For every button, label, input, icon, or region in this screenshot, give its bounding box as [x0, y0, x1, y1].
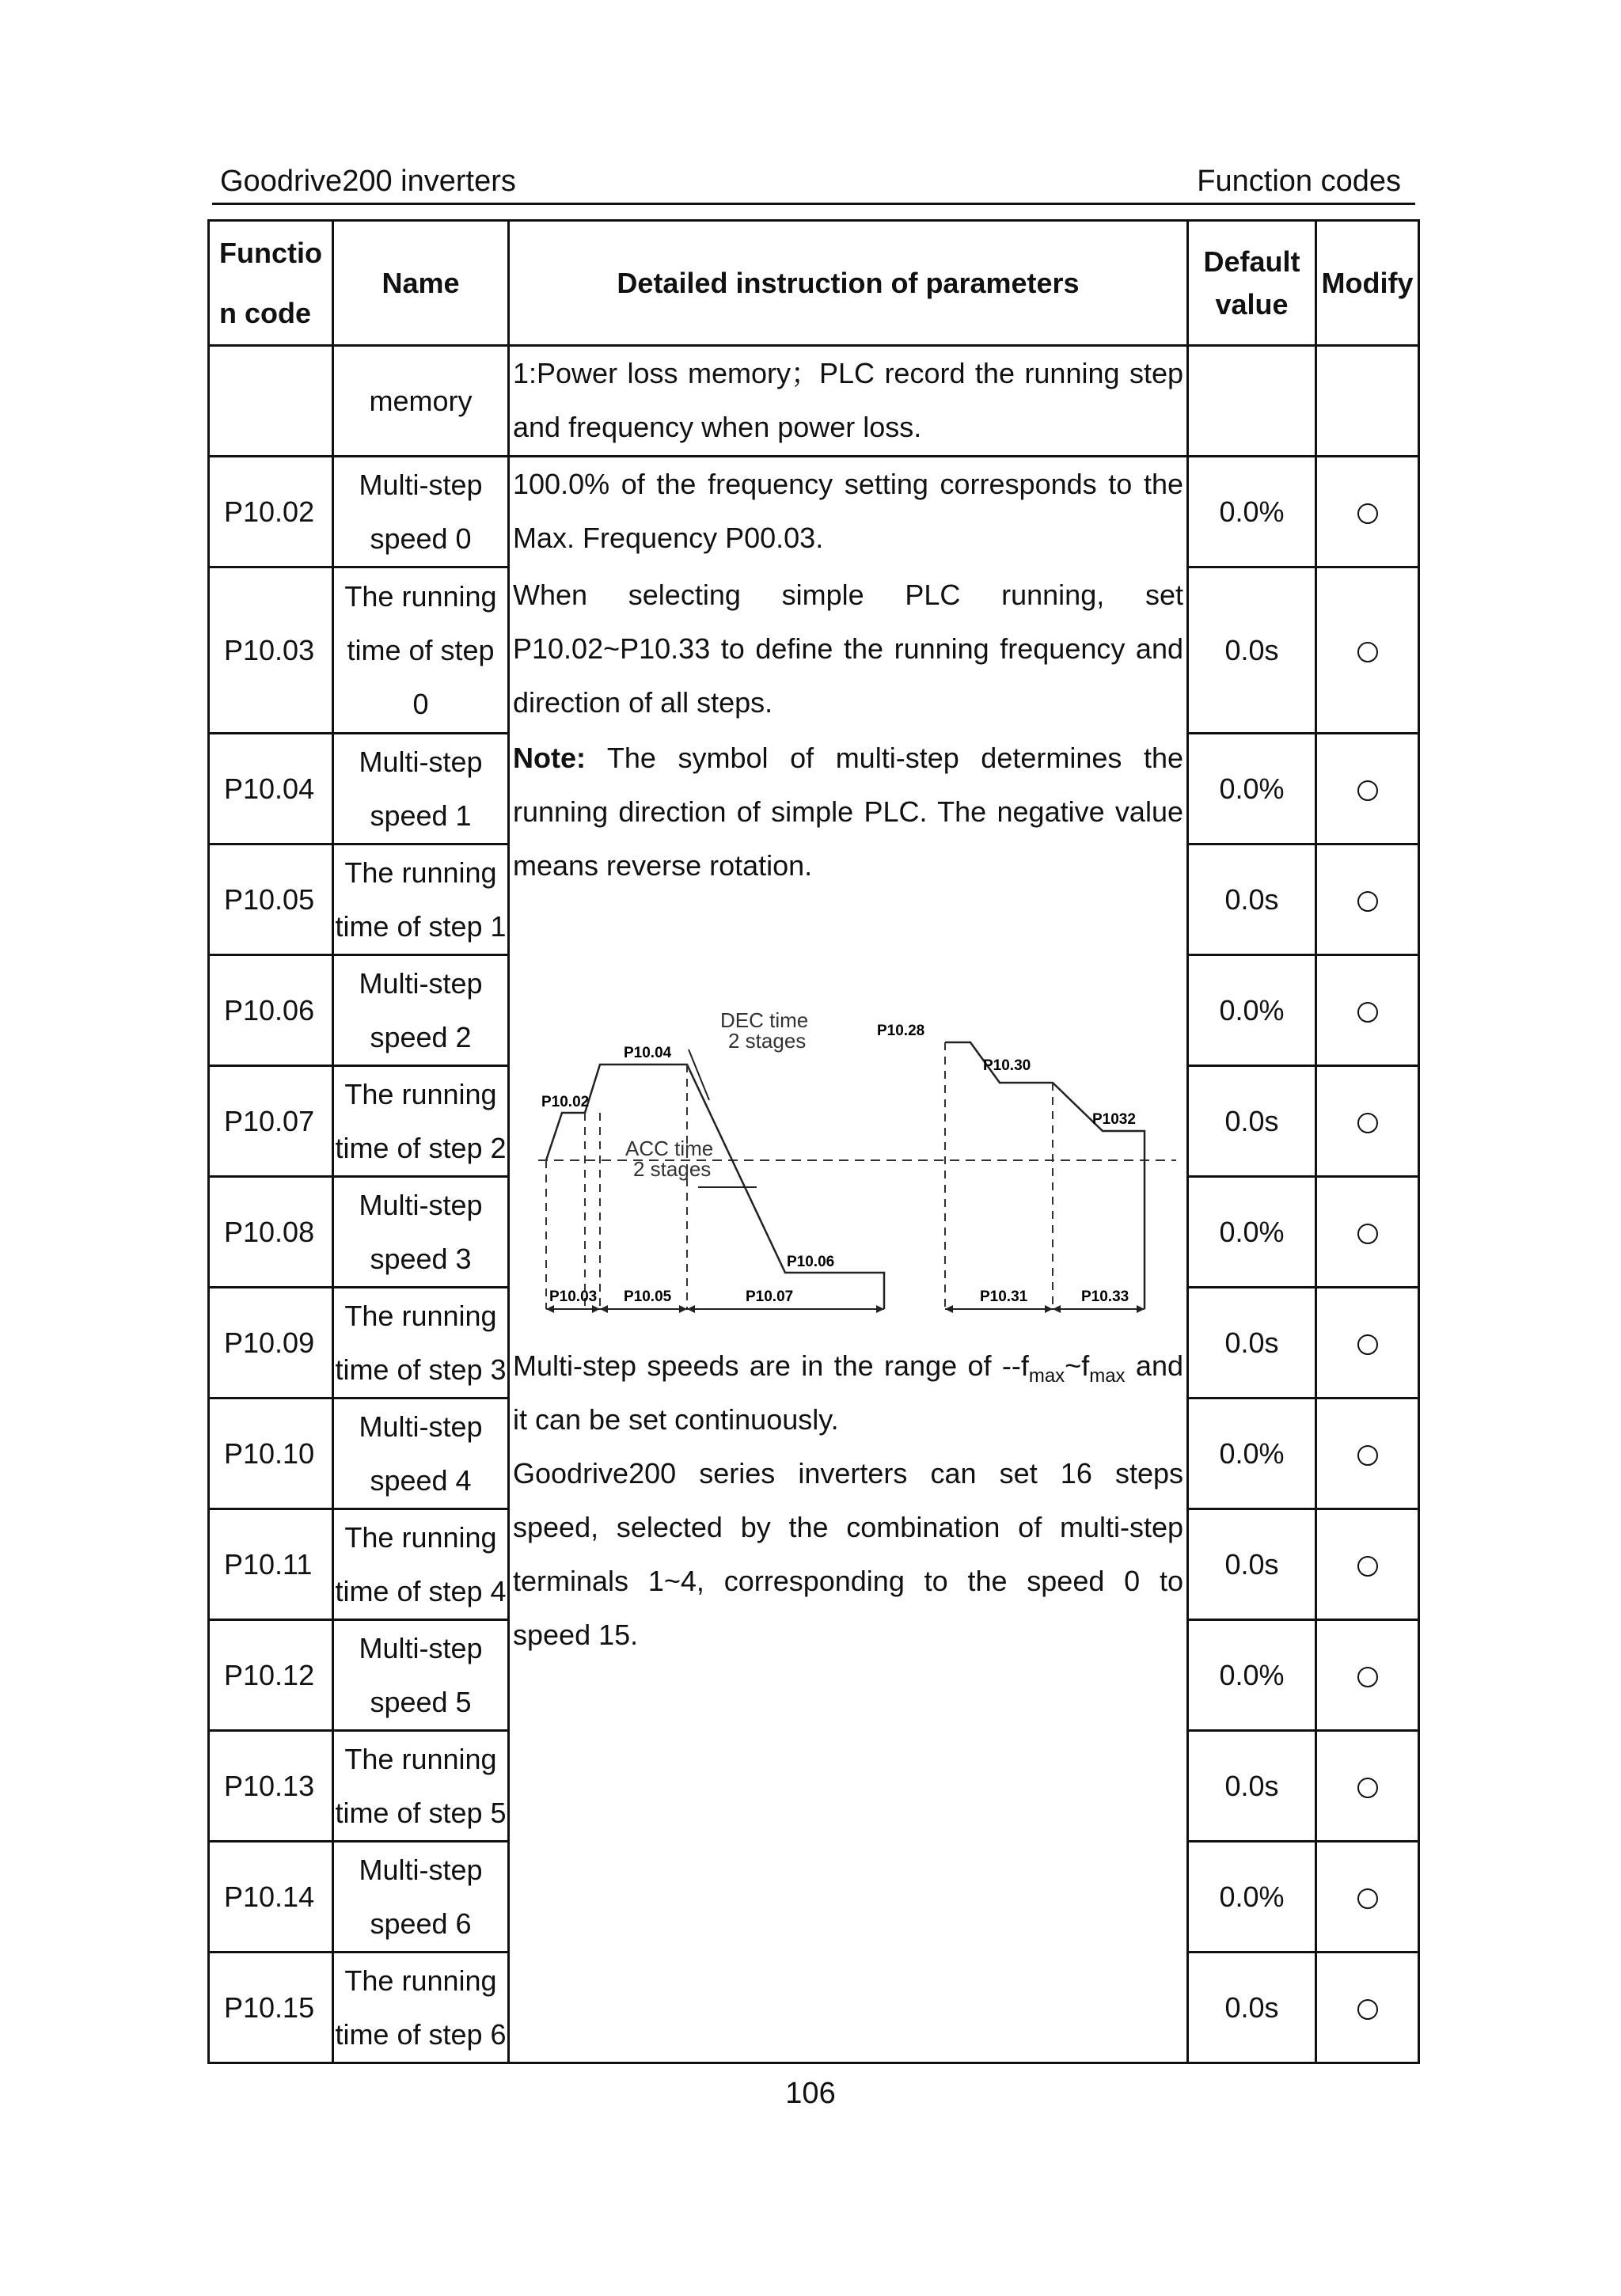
note-label: Note:	[513, 742, 586, 774]
function-code: P10.06	[209, 955, 333, 1066]
modify-circle-icon	[1357, 1113, 1378, 1133]
modify-circle-icon	[1357, 1445, 1378, 1466]
modify-mark	[1316, 1509, 1419, 1620]
parameter-name: Multi-step speed 5	[333, 1620, 509, 1731]
default-value	[1188, 346, 1316, 457]
parameter-name: Multi-step speed 6	[333, 1842, 509, 1953]
desc-line: 1:Power loss memory；PLC record the running step	[513, 357, 1183, 389]
col-header-function-code: Functio n code	[209, 221, 333, 346]
header-rule	[212, 203, 1415, 205]
function-code: P10.04	[209, 734, 333, 844]
modify-circle-icon	[1357, 1334, 1378, 1355]
function-code: P10.14	[209, 1842, 333, 1953]
default-value: 0.0s	[1188, 1953, 1316, 2063]
modify-mark	[1316, 1288, 1419, 1398]
label-p1032: P1032	[1092, 1111, 1136, 1128]
modify-mark	[1316, 1953, 1419, 2063]
dec-stages-label: 2 stages	[728, 1029, 807, 1053]
parameter-name: The running time of step 6	[333, 1953, 509, 2063]
function-code: P10.12	[209, 1620, 333, 1731]
function-code: P10.15	[209, 1953, 333, 2063]
label-p1031: P10.31	[980, 1288, 1028, 1305]
description-block-main	[510, 457, 1186, 2062]
desc-line: Goodrive200 series inverters can set 16 steps	[513, 1457, 1183, 1490]
page-number: 106	[785, 2077, 836, 2110]
modify-circle-icon	[1357, 1778, 1378, 1798]
function-code: P10.07	[209, 1066, 333, 1177]
default-value: 0.0s	[1188, 1288, 1316, 1398]
default-value: 0.0%	[1188, 1398, 1316, 1509]
parameter-name: Multi-step speed 0	[333, 457, 509, 567]
description-block-top	[510, 347, 1186, 455]
function-code	[209, 346, 333, 457]
description-cell-main	[509, 457, 1188, 2063]
default-value: 0.0s	[1188, 1066, 1316, 1177]
table-row	[209, 346, 1419, 457]
modify-mark	[1316, 844, 1419, 955]
desc-line: P10.02~P10.33 to define the running frequency and	[513, 632, 1183, 665]
parameter-name: The running time of step 3	[333, 1288, 509, 1398]
modify-circle-icon	[1357, 503, 1378, 524]
function-code: P10.08	[209, 1177, 333, 1288]
parameter-name: Multi-step speed 1	[333, 734, 509, 844]
header-section-title: Function codes	[1197, 165, 1401, 198]
desc-line: Multi-step speeds are in the range of $--f_{max}\sim f_{max}$ and	[513, 1349, 1183, 1387]
modify-mark	[1316, 1398, 1419, 1509]
label-p1004: P10.04	[624, 1045, 672, 1061]
desc-line: 100.0% of the frequency setting corresponds to the	[513, 468, 1183, 500]
parameter-name: The running time of step 1	[333, 844, 509, 955]
desc-line: it can be set continuously.	[513, 1403, 839, 1436]
desc-line: running direction of simple PLC. The negative value	[513, 795, 1183, 828]
modify-mark	[1316, 567, 1419, 734]
default-value: 0.0%	[1188, 457, 1316, 567]
modify-mark	[1316, 1731, 1419, 1842]
parameter-name: Multi-step speed 3	[333, 1177, 509, 1288]
desc-line: When selecting simple PLC running, set	[513, 579, 1183, 611]
default-value: 0.0s	[1188, 567, 1316, 734]
col-header-default-value: Default value	[1188, 221, 1316, 346]
desc-line: terminals 1~4, corresponding to the speed 0 to	[513, 1565, 1183, 1597]
parameter-name: The running time of step 4	[333, 1509, 509, 1620]
parameter-name: Multi-step speed 4	[333, 1398, 509, 1509]
modify-mark	[1316, 1066, 1419, 1177]
label-p1033: P10.33	[1081, 1288, 1129, 1305]
frequency-profile-right	[945, 1042, 1145, 1309]
default-value: 0.0%	[1188, 955, 1316, 1066]
dec-time-label: DEC time	[720, 1011, 809, 1032]
desc-line: speed 15.	[513, 1619, 639, 1651]
modify-mark	[1316, 1842, 1419, 1953]
label-p1005: P10.05	[624, 1288, 672, 1305]
modify-mark	[1316, 346, 1419, 457]
desc-line: speed, selected by the combination of multi-step	[513, 1511, 1183, 1543]
modify-mark	[1316, 734, 1419, 844]
table-row	[209, 457, 1419, 567]
parameter-name: The running time of step 5	[333, 1731, 509, 1842]
modify-circle-icon	[1357, 1999, 1378, 2020]
function-code: P10.10	[209, 1398, 333, 1509]
default-value: 0.0%	[1188, 1842, 1316, 1953]
col-header-modify: Modify	[1316, 221, 1419, 346]
desc-line: direction of all steps.	[513, 686, 773, 719]
header-doc-title: Goodrive200 inverters	[220, 165, 516, 198]
default-value: 0.0%	[1188, 734, 1316, 844]
col-header-name: Name	[333, 221, 509, 346]
label-p1003: P10.03	[549, 1288, 598, 1305]
modify-circle-icon	[1357, 1224, 1378, 1244]
label-p1002: P10.02	[541, 1094, 590, 1110]
modify-mark	[1316, 457, 1419, 567]
function-code: P10.03	[209, 567, 333, 734]
table-header-row	[209, 221, 1419, 346]
desc-line: and frequency when power loss.	[513, 411, 922, 443]
function-code: P10.13	[209, 1731, 333, 1842]
function-code: P10.09	[209, 1288, 333, 1398]
acc-stages-label: 2 stages	[633, 1157, 712, 1181]
function-code: P10.11	[209, 1509, 333, 1620]
label-p1006: P10.06	[787, 1254, 835, 1270]
desc-line: means reverse rotation.	[513, 849, 813, 882]
modify-circle-icon	[1357, 1667, 1378, 1687]
parameter-name: The running time of step 2	[333, 1066, 509, 1177]
modify-circle-icon	[1357, 1002, 1378, 1023]
default-value: 0.0%	[1188, 1177, 1316, 1288]
description-cell-top	[509, 346, 1188, 457]
col-header-description: Detailed instruction of parameters	[509, 221, 1188, 346]
modify-circle-icon	[1357, 1556, 1378, 1577]
function-code: P10.02	[209, 457, 333, 567]
default-value: 0.0s	[1188, 1509, 1316, 1620]
default-value: 0.0s	[1188, 844, 1316, 955]
default-value: 0.0%	[1188, 1620, 1316, 1731]
modify-mark	[1316, 1620, 1419, 1731]
desc-note-line: Note: The symbol of multi-step determines the	[513, 742, 1183, 774]
default-value: 0.0s	[1188, 1731, 1316, 1842]
parameter-table	[207, 219, 1420, 2064]
modify-circle-icon	[1357, 642, 1378, 662]
modify-circle-icon	[1357, 891, 1378, 912]
label-p1030: P10.30	[983, 1057, 1031, 1074]
plc-timing-diagram	[522, 1011, 1187, 1328]
modify-circle-icon	[1357, 780, 1378, 801]
parameter-name: memory	[333, 346, 509, 457]
modify-mark	[1316, 1177, 1419, 1288]
label-p1007: P10.07	[746, 1288, 794, 1305]
parameter-name: The running time of step 0	[333, 567, 509, 734]
modify-circle-icon	[1357, 1888, 1378, 1909]
modify-mark	[1316, 955, 1419, 1066]
desc-line: Max. Frequency P00.03.	[513, 522, 824, 554]
label-p1028: P10.28	[877, 1023, 925, 1039]
parameter-name: Multi-step speed 2	[333, 955, 509, 1066]
function-code: P10.05	[209, 844, 333, 955]
acc-time-label: ACC time	[625, 1137, 714, 1160]
